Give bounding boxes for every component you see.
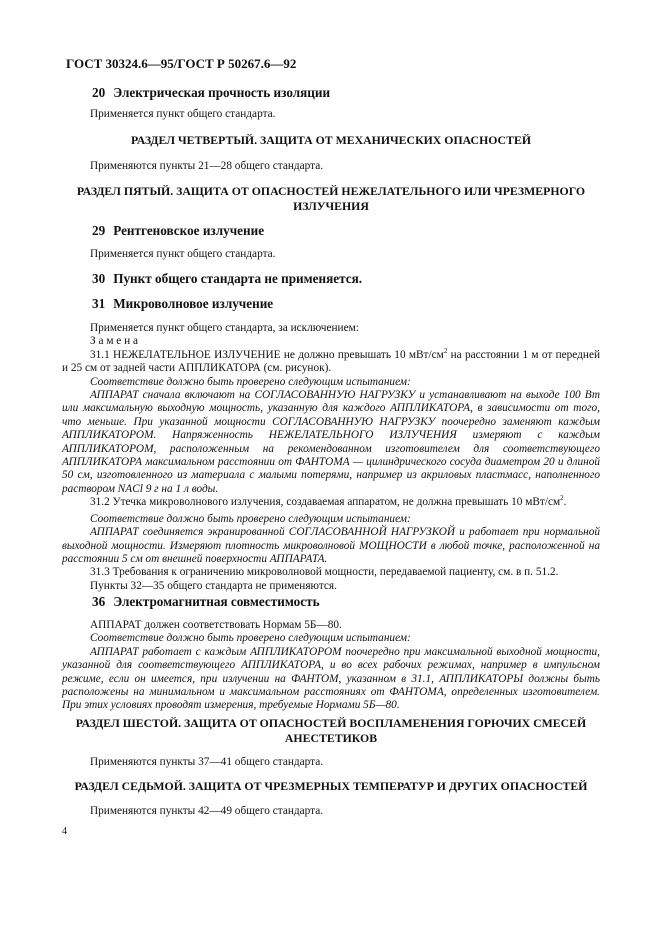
section-title: Пункт общего стандарта не применяется.	[113, 271, 362, 286]
section-number: 30	[92, 271, 106, 286]
clauses-32-35: Пункты 32—35 общего стандарта не применяются.	[90, 579, 337, 592]
test-31-1: АППАРАТ сначала включают на СОГЛАСОВАННУЮ НАГРУЗКУ и устанавливают на выходе 100 Вт или максимальную выходную мощность, указанную для каждого АППЛИКАТОРА, в зависимости от того, что меньше. При указанной мощности СОГЛАСОВАННУЮ НАГРУЗКУ поочередно заменяют каждым АППЛИКАТОРОМ. Напряженность НЕЖЕЛАТЕЛЬНОГО ИЗЛУЧЕНИЯ измеряют с каждым АППЛИКАТОРОМ, расположенным на рекомендованном изготовителем для соответствующего АППЛИКАТОРА максимальном расстоянии от ФАНТОМА — цилиндрического сосуда диаметром 20 и длиной 50 см, изготовленного из материала с малыми потерями, например из акриловых пластмасс, наполненного раствором NACl 9 г на 1 л воды.	[62, 389, 600, 495]
section-30-heading	[92, 272, 630, 285]
zamena-label: З а м е н а	[90, 335, 139, 348]
clause-31-2: 31.2 Утечка микроволнового излучения, создаваемая аппаратом, не должна превышать 10 мВт/$см^2$.	[90, 494, 567, 509]
section-number: 36	[92, 594, 106, 609]
part-7-text: Применяются пункты 42—49 общего стандарта.	[90, 805, 324, 817]
clause-31-1: 31.1 НЕЖЕЛАТЕЛЬНОЕ ИЗЛУЧЕНИЕ не должно превышать 10 мВт/$см^2$ на расстоянии 1 м от передней и 25 см от задней части АППЛИКАТОРА (см. рисунок).	[62, 347, 600, 375]
section-36-body	[62, 619, 600, 713]
section-29-heading	[92, 224, 630, 237]
test-31-2: АППАРАТ соединяется экранированной СОГЛАСОВАННОЙ НАГРУЗКОЙ и работает при нормальной выходной мощности. Измеряют плотность микроволновой МОЩНОСТИ в любой точке, расположенной на расстоянии 5 см от внешней поверхности АППАРАТА.	[62, 526, 600, 565]
section-29-text: Применяется пункт общего стандарта.	[90, 248, 276, 260]
section-20-text: Применяется пункт общего стандарта.	[90, 108, 276, 120]
section-36-heading	[92, 595, 630, 608]
part-6-title-line1: РАЗДЕЛ ШЕСТОЙ. ЗАЩИТА ОТ ОПАСНОСТЕЙ ВОСПЛАМЕНЕНИЯ ГОРЮЧИХ СМЕСЕЙ	[75, 716, 587, 730]
section-title: Электромагнитная совместимость	[113, 594, 320, 609]
section-number: 20	[92, 85, 106, 100]
page-number: 4	[62, 826, 67, 837]
part-5-title	[56, 184, 606, 214]
section-title: Микроволновое излучение	[113, 296, 274, 311]
section-31-heading	[92, 297, 630, 310]
part-5-title-line1: РАЗДЕЛ ПЯТЫЙ. ЗАЩИТА ОТ ОПАСНОСТЕЙ НЕЖЕЛАТЕЛЬНОГО ИЛИ ЧРЕЗМЕРНОГО	[76, 184, 586, 198]
section-title: Рентгеновское излучение	[113, 223, 265, 238]
standard-header: ГОСТ 30324.6—95/ГОСТ Р 50267.6—92	[66, 56, 297, 71]
section-20-heading	[92, 86, 630, 99]
section-31-body	[62, 322, 600, 593]
check-31-2: Соответствие должно быть проверено следующим испытанием:	[90, 512, 411, 525]
check-31-1: Соответствие должно быть проверено следующим испытанием:	[90, 375, 411, 388]
clause-31-3: 31.3 Требования к ограничению микроволновой мощности, передаваемой пациенту, см. в п. 51.2.	[90, 566, 559, 579]
part-5-title-line2: ИЗЛУЧЕНИЯ	[293, 199, 369, 213]
section-36-check: Соответствие должно быть проверено следующим испытанием:	[90, 632, 411, 645]
part-6-title	[56, 716, 606, 746]
part-6-text: Применяются пункты 37—41 общего стандарта.	[90, 756, 324, 768]
section-number: 29	[92, 223, 106, 238]
section-title: Электрическая прочность изоляции	[113, 85, 331, 100]
part-7-title: РАЗДЕЛ СЕДЬМОЙ. ЗАЩИТА ОТ ЧРЕЗМЕРНЫХ ТЕМПЕРАТУР И ДРУГИХ ОПАСНОСТЕЙ	[74, 779, 588, 793]
section-36-test: АППАРАТ работает с каждым АППЛИКАТОРОМ поочередно при максимальной выходной мощности, указанной для соответствующего АППЛИКАТОРА, и во всех рабочих режимах, например в импульсном режиме, если он имеется, при излучении на ФАНТОМ, указанном в 31.1, АППЛИКАТОРЫ должны быть расположены на минимальном и максимальном расстояниях от ФАНТОМА, определенных изготовителем. При этих условиях проводят измерения, требуемые Нормами 5Б—80.	[62, 645, 600, 712]
section-number: 31	[92, 296, 106, 311]
section-36-text: АППАРАТ должен соответствовать Нормам 5Б—80.	[90, 619, 342, 631]
part-4-title: РАЗДЕЛ ЧЕТВЕРТЫЙ. ЗАЩИТА ОТ МЕХАНИЧЕСКИХ ОПАСНОСТЕЙ	[131, 133, 531, 147]
section-31-intro: Применяется пункт общего стандарта, за исключением:	[90, 322, 359, 334]
part-6-title-line2: АНЕСТЕТИКОВ	[284, 731, 378, 745]
part-4-text: Применяются пункты 21—28 общего стандарта.	[90, 160, 324, 172]
